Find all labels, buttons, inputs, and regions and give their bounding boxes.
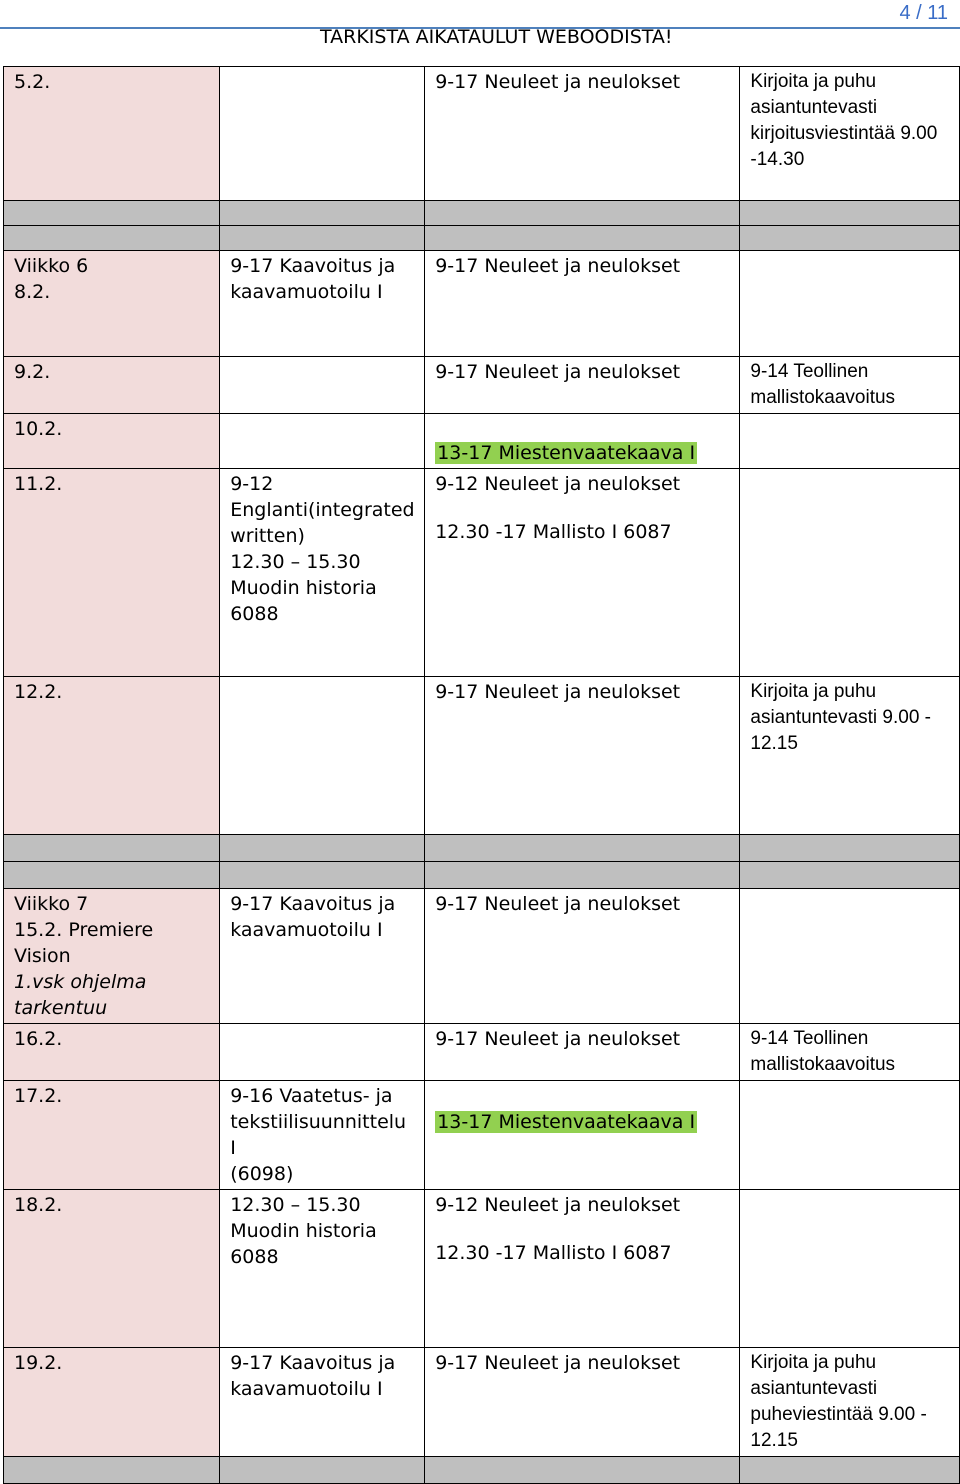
table-row — [4, 889, 960, 1024]
course-cell: 9-17 Neuleet ja neulokset — [425, 251, 740, 357]
date-cell: 19.2. — [4, 1348, 220, 1457]
course-line: Muodin historia — [230, 1220, 377, 1242]
course-line: Englanti(integrated — [230, 499, 415, 521]
course-cell — [425, 1190, 740, 1348]
date-cell: 10.2. — [4, 414, 220, 469]
course-cell — [740, 251, 960, 357]
course-cell — [425, 1081, 740, 1190]
table-row — [4, 1024, 960, 1081]
date-cell: 17.2. — [4, 1081, 220, 1190]
course-line: 9-17 Kaavoitus ja — [230, 1352, 396, 1374]
course-cell — [220, 1190, 425, 1348]
course-cell: 9-17 Neuleet ja neulokset — [425, 889, 740, 1024]
course-line: 12.30 – 15.30 — [230, 1194, 361, 1216]
date-cell: 12.2. — [4, 677, 220, 835]
course-line: 9-16 Vaatetus- ja — [230, 1085, 393, 1107]
course-cell: 9-17 Neuleet ja neulokset — [425, 1348, 740, 1457]
course-line: kaavamuotoilu I — [230, 281, 383, 303]
course-line: 9-17 Kaavoitus ja — [230, 893, 396, 915]
course-cell — [220, 469, 425, 677]
table-row — [4, 1190, 960, 1348]
course-line: 9-12 Neuleet ja neulokset — [435, 1194, 681, 1216]
course-cell — [740, 414, 960, 469]
schedule-table — [3, 66, 960, 1484]
header-banner: TARKISTA AIKATAULUT WEBOODISTA! — [320, 26, 673, 48]
course-cell: Kirjoita ja puhu asiantuntevasti puheviestintää 9.00 - 12.15 — [740, 1348, 960, 1457]
course-cell: 9-17 Neuleet ja neulokset — [425, 67, 740, 201]
course-cell — [220, 357, 425, 414]
course-cell: 9-17 Neuleet ja neulokset — [425, 1024, 740, 1081]
course-line: Muodin historia — [230, 577, 377, 599]
note-line: 1.vsk ohjelma — [14, 971, 147, 993]
separator-row — [4, 862, 960, 889]
course-line: 6088 — [230, 1246, 279, 1268]
course-line: 12.30 – 15.30 — [230, 551, 361, 573]
separator-row — [4, 835, 960, 862]
course-cell — [220, 251, 425, 357]
date-label: 15.2. Premiere Vision — [14, 919, 154, 967]
week-label: Viikko 7 — [14, 893, 89, 915]
course-line: written) — [230, 525, 305, 547]
course-cell: Kirjoita ja puhu asiantuntevasti 9.00 - 12.15 — [740, 677, 960, 835]
date-cell: 18.2. — [4, 1190, 220, 1348]
course-line: 9-12 Neuleet ja neulokset — [435, 473, 681, 495]
course-cell — [220, 1081, 425, 1190]
date-cell: 5.2. — [4, 67, 220, 201]
course-cell: 9-17 Neuleet ja neulokset — [425, 677, 740, 835]
course-line: kaavamuotoilu I — [230, 1378, 383, 1400]
course-cell — [740, 469, 960, 677]
course-cell: 9-14 Teollinen mallistokaavoitus — [740, 1024, 960, 1081]
table-row — [4, 1348, 960, 1457]
course-cell — [740, 1081, 960, 1190]
course-cell — [425, 414, 740, 469]
course-cell — [220, 889, 425, 1024]
table-row — [4, 251, 960, 357]
separator-row — [4, 226, 960, 251]
course-line: 9-12 — [230, 473, 274, 495]
course-cell — [425, 469, 740, 677]
table-row — [4, 414, 960, 469]
course-cell — [220, 677, 425, 835]
course-cell — [220, 1348, 425, 1457]
separator-row — [4, 201, 960, 226]
course-line: 12.30 -17 Mallisto I 6087 — [435, 521, 672, 543]
page-number: 4 / 11 — [899, 2, 948, 24]
week-label: Viikko 6 — [14, 255, 89, 277]
course-line: tekstiilisuunnittelu I — [230, 1111, 407, 1159]
date-cell: 16.2. — [4, 1024, 220, 1081]
course-cell — [740, 889, 960, 1024]
course-line: 12.30 -17 Mallisto I 6087 — [435, 1242, 672, 1264]
date-cell — [4, 251, 220, 357]
table-row — [4, 67, 960, 201]
course-line: 6088 — [230, 603, 279, 625]
table-row — [4, 677, 960, 835]
course-line: 9-17 Kaavoitus ja — [230, 255, 396, 277]
table-row — [4, 469, 960, 677]
note-line: tarkentuu — [14, 997, 108, 1019]
course-cell: 9-17 Neuleet ja neulokset — [425, 357, 740, 414]
table-row — [4, 1081, 960, 1190]
date-label: 8.2. — [14, 281, 51, 303]
course-cell — [220, 1024, 425, 1081]
separator-row — [4, 1457, 960, 1484]
course-cell — [740, 1190, 960, 1348]
table-row — [4, 357, 960, 414]
date-cell — [4, 889, 220, 1024]
date-cell: 9.2. — [4, 357, 220, 414]
highlighted-course: 13-17 Miestenvaatekaava I — [437, 442, 696, 464]
course-line: (6098) — [230, 1163, 294, 1185]
course-cell: Kirjoita ja puhu asiantuntevasti kirjoitusviestintää 9.00 -14.30 — [740, 67, 960, 201]
course-cell — [220, 67, 425, 201]
highlighted-course: 13-17 Miestenvaatekaava I — [437, 1111, 696, 1133]
course-cell — [220, 414, 425, 469]
course-cell: 9-14 Teollinen mallistokaavoitus — [740, 357, 960, 414]
course-line: kaavamuotoilu I — [230, 919, 383, 941]
date-cell: 11.2. — [4, 469, 220, 677]
